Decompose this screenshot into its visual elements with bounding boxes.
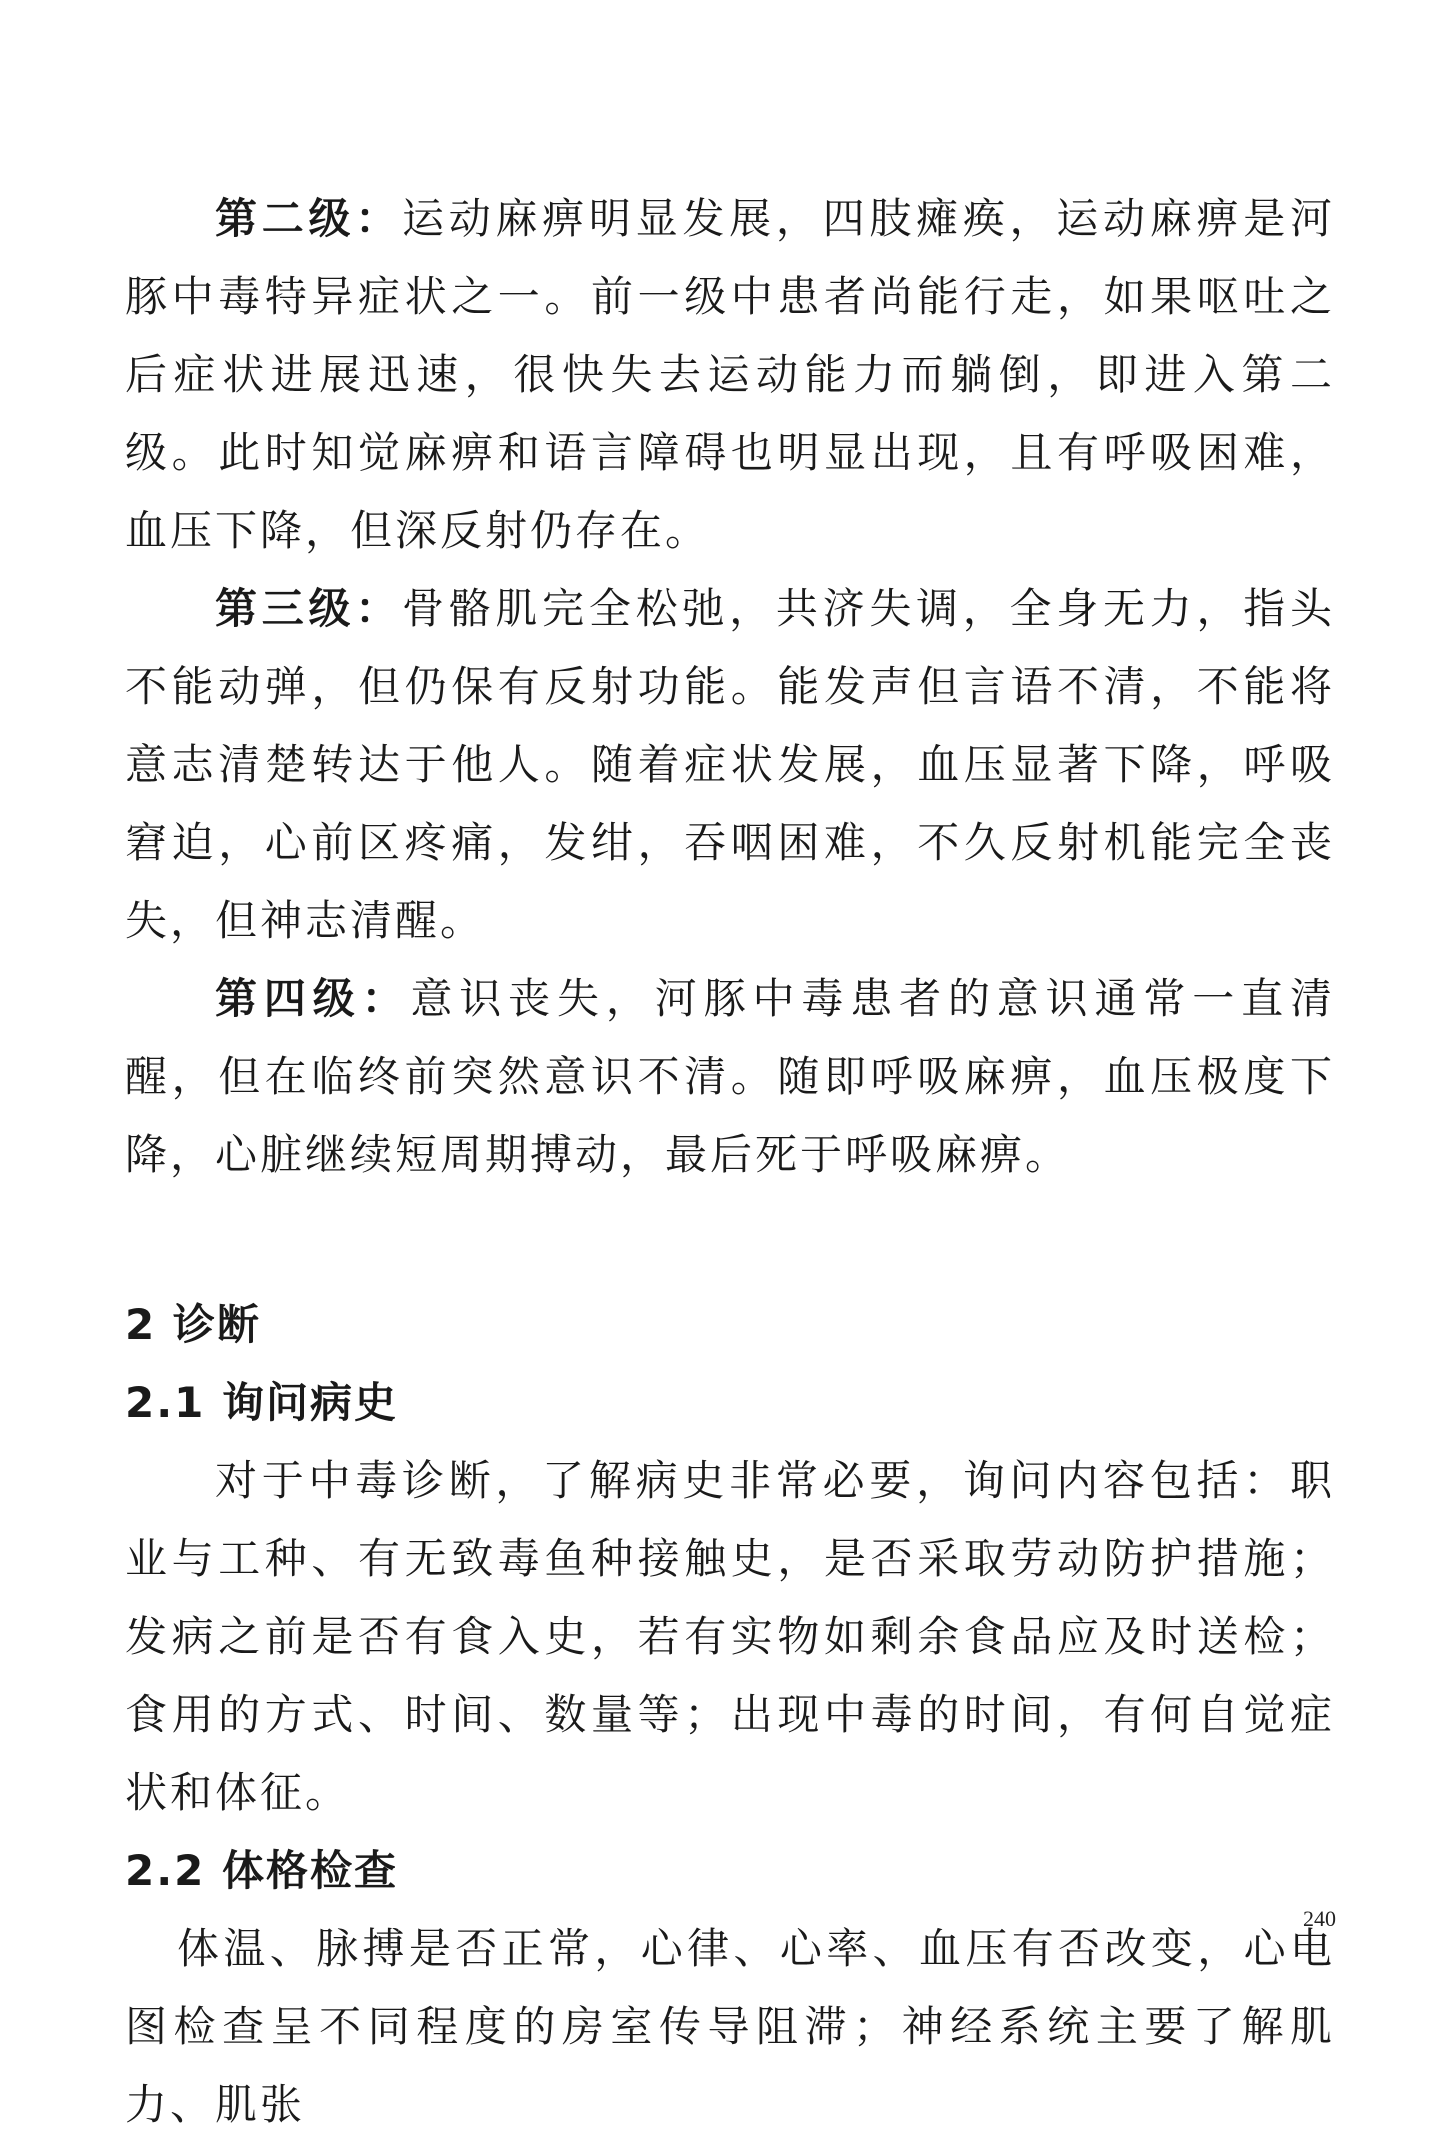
subsection-heading-history: 2.1 询问病史	[125, 1378, 399, 1427]
section-spacer	[125, 1194, 1335, 1286]
page-number: 240	[1303, 1906, 1336, 1931]
level-4-label: 第四级：	[215, 974, 411, 1023]
level-2-text: 运动麻痹明显发展，四肢瘫痪，运动麻痹是河豚中毒特异症状之一。前一级中患者尚能行走，如果呕吐之后症状进展迅速，很快失去运动能力而躺倒，即进入第二级。此时知觉麻痹和语言障碍也明显出现，且有呼吸困难，血压下降，但深反射仍存在。	[125, 194, 1335, 555]
level-4-text: 意识丧失，河豚中毒患者的意识通常一直清醒，但在临终前突然意识不清。随即呼吸麻痹，血压极度下降，心脏继续短周期搏动，最后死于呼吸麻痹。	[125, 974, 1335, 1179]
paragraph-level-3	[125, 570, 1335, 960]
document-page	[125, 180, 1335, 2144]
paragraph-exam: 体温、脉搏是否正常，心律、心率、血压有否改变，心电图检查呈不同程度的房室传导阻滞；神经系统主要了解肌力、肌张	[125, 1924, 1335, 2129]
paragraph-history: 对于中毒诊断，了解病史非常必要，询问内容包括：职业与工种、有无致毒鱼种接触史，是否采取劳动防护措施；发病之前是否有食入史，若有实物如剩余食品应及时送检；食用的方式、时间、数量等；出现中毒的时间，有何自觉症状和体征。	[125, 1456, 1335, 1817]
section-heading-diagnosis: 2 诊断	[125, 1300, 261, 1349]
level-3-text: 骨骼肌完全松弛，共济失调，全身无力，指头不能动弹，但仍保有反射功能。能发声但言语不清，不能将意志清楚转达于他人。随着症状发展，血压显著下降，呼吸窘迫，心前区疼痛，发绀，吞咽困难，不久反射机能完全丧失，但神志清醒。	[125, 584, 1335, 945]
level-2-label: 第二级：	[215, 194, 402, 243]
subsection-heading-exam: 2.2 体格检查	[125, 1846, 399, 1895]
paragraph-level-2	[125, 180, 1335, 570]
level-3-label: 第三级：	[215, 584, 402, 633]
paragraph-level-4	[125, 960, 1335, 1194]
